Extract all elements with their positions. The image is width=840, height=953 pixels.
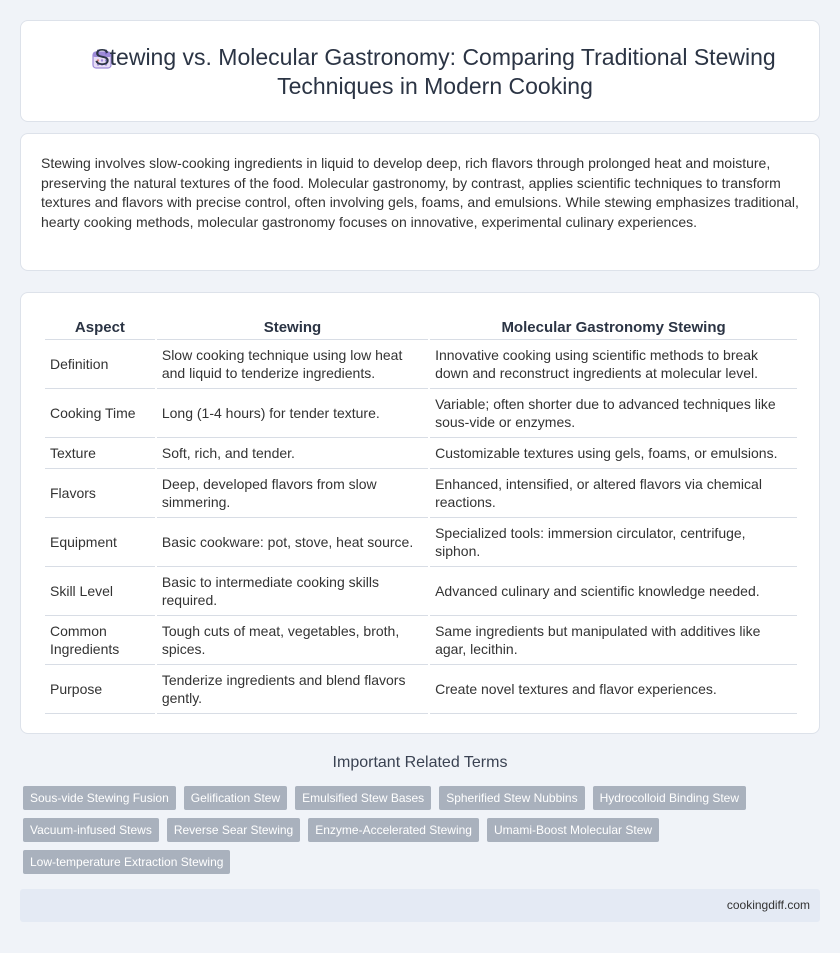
comparison-table	[43, 315, 799, 714]
intro-card	[20, 133, 820, 271]
row-aspect: Purpose	[45, 665, 155, 714]
header-aspect: Aspect	[45, 315, 155, 340]
row-molecular: Create novel textures and flavor experiences.	[430, 665, 797, 714]
row-stewing: Soft, rich, and tender.	[157, 438, 428, 469]
table-row	[45, 438, 797, 469]
intro-paragraph: Stewing involves slow-cooking ingredients in liquid to develop deep, rich flavors through prolonged heat and moisture, preserving the natural textures of the food. Molecular gastronomy, by contrast, applies scientific techniques to transform textures and flavors with precise control, often involving gels, foams, and emulsions. While stewing emphasizes traditional, hearty cooking methods, molecular gastronomy focuses on innovative, experimental culinary experiences.	[41, 155, 799, 230]
related-term-tag[interactable]: Hydrocolloid Binding Stew	[593, 786, 746, 810]
table-row	[45, 389, 797, 438]
row-aspect: Texture	[45, 438, 155, 469]
table-row	[45, 518, 797, 567]
table-row	[45, 567, 797, 616]
row-stewing: Tough cuts of meat, vegetables, broth, spices.	[157, 616, 428, 665]
related-term-tag[interactable]: Spherified Stew Nubbins	[439, 786, 584, 810]
related-terms-list	[23, 786, 803, 874]
row-molecular: Specialized tools: immersion circulator, centrifuge, siphon.	[430, 518, 797, 567]
row-aspect: Flavors	[45, 469, 155, 518]
row-stewing: Slow cooking technique using low heat and liquid to tenderize ingredients.	[157, 340, 428, 389]
footer	[20, 889, 820, 922]
row-molecular: Enhanced, intensified, or altered flavors via chemical reactions.	[430, 469, 797, 518]
row-molecular: Same ingredients but manipulated with additives like agar, lecithin.	[430, 616, 797, 665]
related-terms-heading: Important Related Terms	[332, 754, 508, 771]
related-term-tag[interactable]: Low-temperature Extraction Stewing	[23, 850, 230, 874]
related-term-tag[interactable]: Enzyme-Accelerated Stewing	[308, 818, 479, 842]
page-title: Stewing vs. Molecular Gastronomy: Comparing Traditional Stewing Techniques in Modern Cooking	[94, 44, 776, 99]
table-row	[45, 665, 797, 714]
table-row	[45, 469, 797, 518]
row-stewing: Deep, developed flavors from slow simmering.	[157, 469, 428, 518]
title-card	[20, 20, 820, 122]
table-row	[45, 616, 797, 665]
row-aspect: Equipment	[45, 518, 155, 567]
table-header-row	[45, 315, 797, 340]
row-stewing: Tenderize ingredients and blend flavors gently.	[157, 665, 428, 714]
header-stewing: Stewing	[157, 315, 428, 340]
row-stewing: Basic to intermediate cooking skills required.	[157, 567, 428, 616]
related-term-tag[interactable]: Umami-Boost Molecular Stew	[487, 818, 659, 842]
related-term-tag[interactable]: Reverse Sear Stewing	[167, 818, 300, 842]
row-molecular: Innovative cooking using scientific methods to break down and reconstruct ingredients at molecular level.	[430, 340, 797, 389]
comparison-table-card	[20, 292, 820, 734]
row-molecular: Variable; often shorter due to advanced techniques like sous-vide or enzymes.	[430, 389, 797, 438]
row-stewing: Basic cookware: pot, stove, heat source.	[157, 518, 428, 567]
related-term-tag[interactable]: Vacuum-infused Stews	[23, 818, 159, 842]
row-aspect: Cooking Time	[45, 389, 155, 438]
header-molecular: Molecular Gastronomy Stewing	[430, 315, 797, 340]
related-term-tag[interactable]: Sous-vide Stewing Fusion	[23, 786, 176, 810]
row-molecular: Advanced culinary and scientific knowledge needed.	[430, 567, 797, 616]
table-row	[45, 340, 797, 389]
related-term-tag[interactable]: Emulsified Stew Bases	[295, 786, 431, 810]
row-aspect: Definition	[45, 340, 155, 389]
row-stewing: Long (1-4 hours) for tender texture.	[157, 389, 428, 438]
row-aspect: Common Ingredients	[45, 616, 155, 665]
row-molecular: Customizable textures using gels, foams, or emulsions.	[430, 438, 797, 469]
related-term-tag[interactable]: Gelification Stew	[184, 786, 287, 810]
row-aspect: Skill Level	[45, 567, 155, 616]
footer-site-link[interactable]: cookingdiff.com	[726, 898, 810, 912]
